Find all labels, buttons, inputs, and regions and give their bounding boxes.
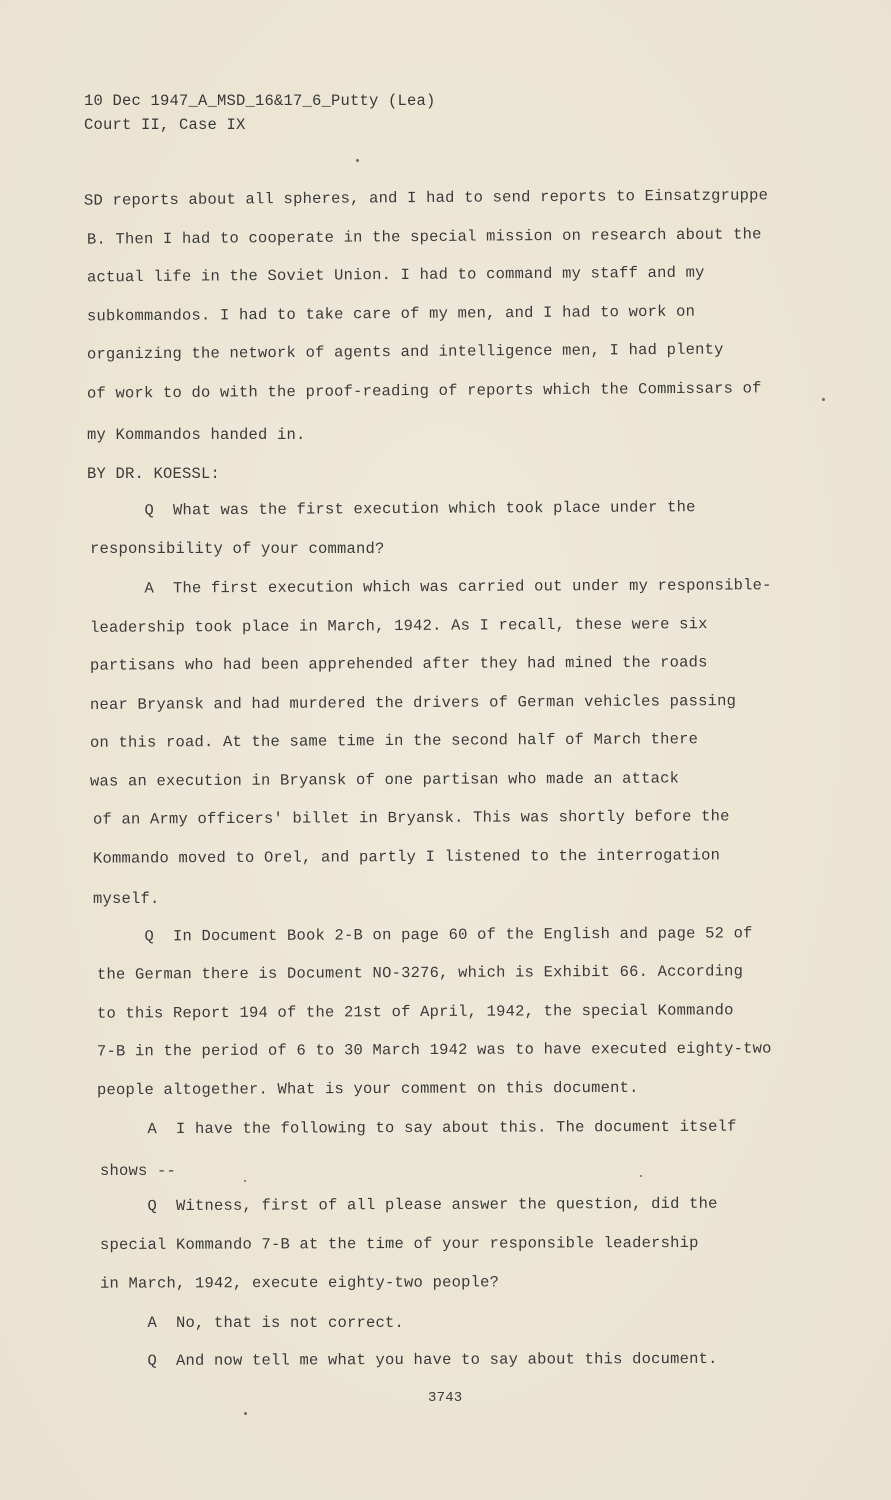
transcript-line: organizing the network of agents and intelligence men, I had plenty	[86, 340, 724, 364]
transcript-line: leadership took place in March, 1942. As I recall, these were six	[89, 615, 708, 637]
transcript-line: subkommandos. I had to take care of my men, and I had to work on	[86, 302, 696, 326]
question-line: Q What was the first execution which took place under the	[96, 498, 696, 520]
transcript-line: Kommando moved to Orel, and partly I listened to the interrogation	[92, 846, 721, 868]
transcript-line: of work to do with the proof-reading of reports which the Commissars of	[86, 379, 762, 403]
header-line-date-reference: 10 Dec 1947_A_MSD_16&17_6_Putty (Lea)	[84, 92, 436, 110]
question-line: Q Witness, first of all please answer the question, did the	[99, 1194, 718, 1216]
transcript-line: the German there is Document NO-3276, which is Exhibit 66. According	[96, 962, 744, 984]
examiner-heading: BY DR. KOESSL:	[87, 465, 221, 483]
transcript-line: myself.	[93, 890, 160, 908]
transcript-line: special Kommando 7-B at the time of your responsible leadership	[99, 1233, 699, 1255]
paper-speck	[244, 1412, 247, 1415]
header-line-court-case: Court II, Case IX	[84, 116, 246, 134]
page-number: 3743	[428, 1390, 463, 1406]
paper-speck	[640, 1175, 642, 1177]
question-line: Q And now tell me what you have to say about this document.	[99, 1349, 718, 1371]
question-line: Q In Document Book 2-B on page 60 of the English and page 52 of	[96, 924, 753, 946]
transcript-line: actual life in the Soviet Union. I had to command my staff and my	[86, 263, 705, 287]
transcript-line: in March, 1942, execute eighty-two people?	[99, 1273, 500, 1293]
transcript-line: near Bryansk and had murdered the drivers of German vehicles passing	[89, 692, 737, 714]
answer-line: A The first execution which was carried out under my responsible-	[96, 576, 772, 598]
paper-speck	[244, 1180, 246, 1182]
transcript-line: on this road. At the same time in the second half of March there	[89, 730, 699, 752]
transcript-line: 7-B in the period of 6 to 30 March 1942 was to have executed eighty-two	[96, 1039, 772, 1061]
transcript-line: SD reports about all spheres, and I had to send reports to Einsatzgruppe	[83, 186, 769, 210]
answer-line: A No, that is not correct.	[100, 1314, 405, 1332]
paper-speck	[822, 398, 825, 401]
transcript-line: of an Army officers' billet in Bryansk. This was shortly before the	[92, 807, 730, 829]
transcript-line: my Kommandos handed in.	[87, 426, 306, 444]
transcript-line: people altogether. What is your comment on this document.	[96, 1078, 639, 1100]
paper-speck	[356, 159, 359, 162]
transcript-line: to this Report 194 of the 21st of April, 1942, the special Kommando	[96, 1001, 734, 1023]
transcript-line: partisans who had been apprehended after they had mined the roads	[89, 653, 708, 675]
answer-line: A I have the following to say about this. The document itself	[99, 1117, 737, 1139]
transcript-line: B. Then I had to cooperate in the special mission on research about the	[86, 225, 762, 249]
transcript-line: was an execution in Bryansk of one partisan who made an attack	[89, 769, 680, 791]
transcript-line: shows --	[100, 1162, 177, 1180]
transcript-line: responsibility of your command?	[90, 540, 385, 558]
